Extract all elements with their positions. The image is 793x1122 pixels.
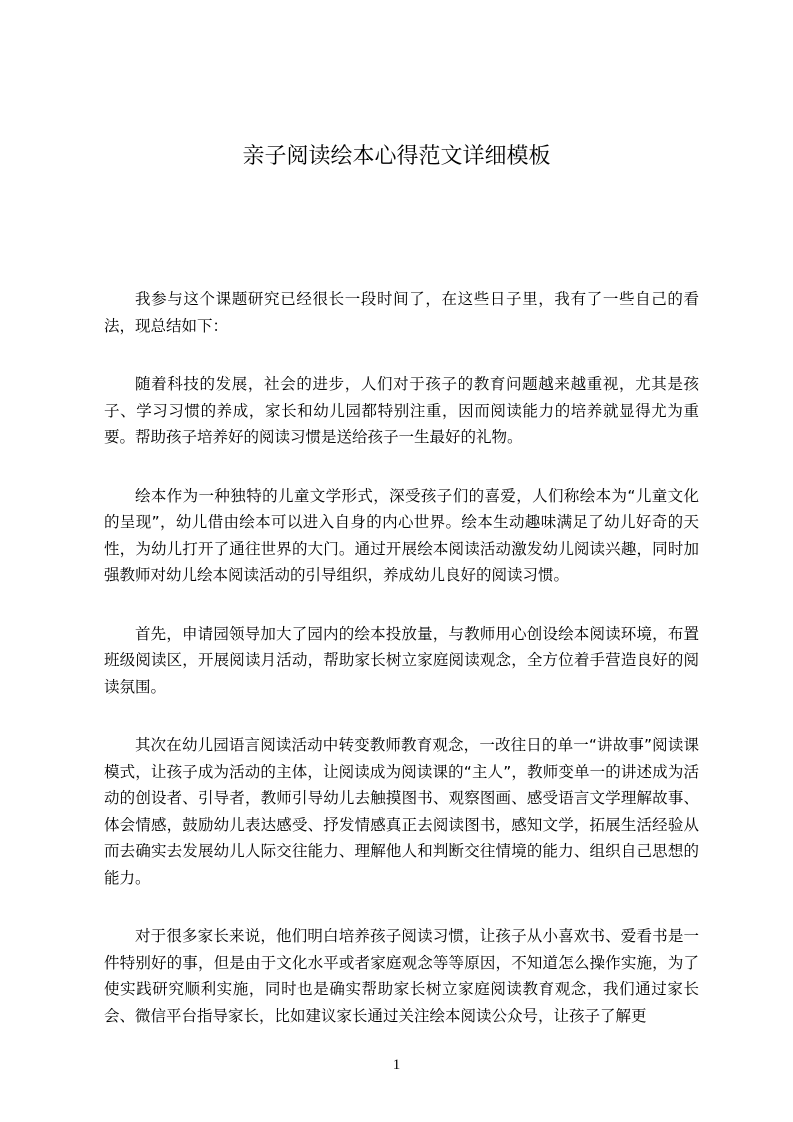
document-title: 亲子阅读绘本心得范文详细模板	[242, 144, 551, 169]
paragraph-second-step: 其次在幼儿园语言阅读活动中转变教师教育观念，一改往日的单一“讲故事”阅读课模式，让孩子成为活动的主体，让阅读成为阅读课的“主人”，教师变单一的讲述成为活动的创设者、引导者，教师引导幼儿去触摸图书、观察图画、感受语言文学理解故事、体会情感，鼓励幼儿表达感受、抒发情感真正去阅读图书，感知文学，拓展生活经验从而去确实去发展幼儿人际交往能力、理解他人和判断交往情境的能力、组织自己思想的能力。	[104, 736, 699, 887]
paragraph-background: 随着科技的发展，社会的进步，人们对于孩子的教育问题越来越重视，尤其是孩子、学习习惯的养成，家长和幼儿园都特别注重，因而阅读能力的培养就显得尤为重要。帮助孩子培养好的阅读习惯是送给孩子一生最好的礼物。	[104, 375, 699, 446]
paragraph-intro: 我参与这个课题研究已经很长一段时间了，在这些日子里，我有了一些自己的看法，现总结如下：	[104, 290, 699, 335]
document-body	[104, 286, 699, 1061]
paragraph-parents: 对于很多家长来说，他们明白培养孩子阅读习惯，让孩子从小喜欢书、爱看书是一件特别好的事，但是由于文化水平或者家庭观念等等原因，不知道怎么操作实施，为了使实践研究顺利实施，同时也是确实帮助家长树立家庭阅读教育观念，我们通过家长会、微信平台指导家长，比如建议家长通过关注绘本阅读公众号，让孩子了解更	[104, 927, 699, 1025]
paragraph-picture-books: 绘本作为一种独特的儿童文学形式，深受孩子们的喜爱，人们称绘本为“儿童文化的呈现”，幼儿借由绘本可以进入自身的内心世界。绘本生动趣味满足了幼儿好奇的天性，为幼儿打开了通往世界的大门。通过开展绘本阅读活动激发幼儿阅读兴趣，同时加强教师对幼儿绘本阅读活动的引导组织，养成幼儿良好的阅读习惯。	[104, 486, 699, 584]
page-number: 1	[392, 1057, 401, 1073]
paragraph-first-step: 首先，申请园领导加大了园内的绘本投放量，与教师用心创设绘本阅读环境，布置班级阅读区，开展阅读月活动，帮助家长树立家庭阅读观念，全方位着手营造良好的阅读氛围。	[104, 624, 699, 696]
